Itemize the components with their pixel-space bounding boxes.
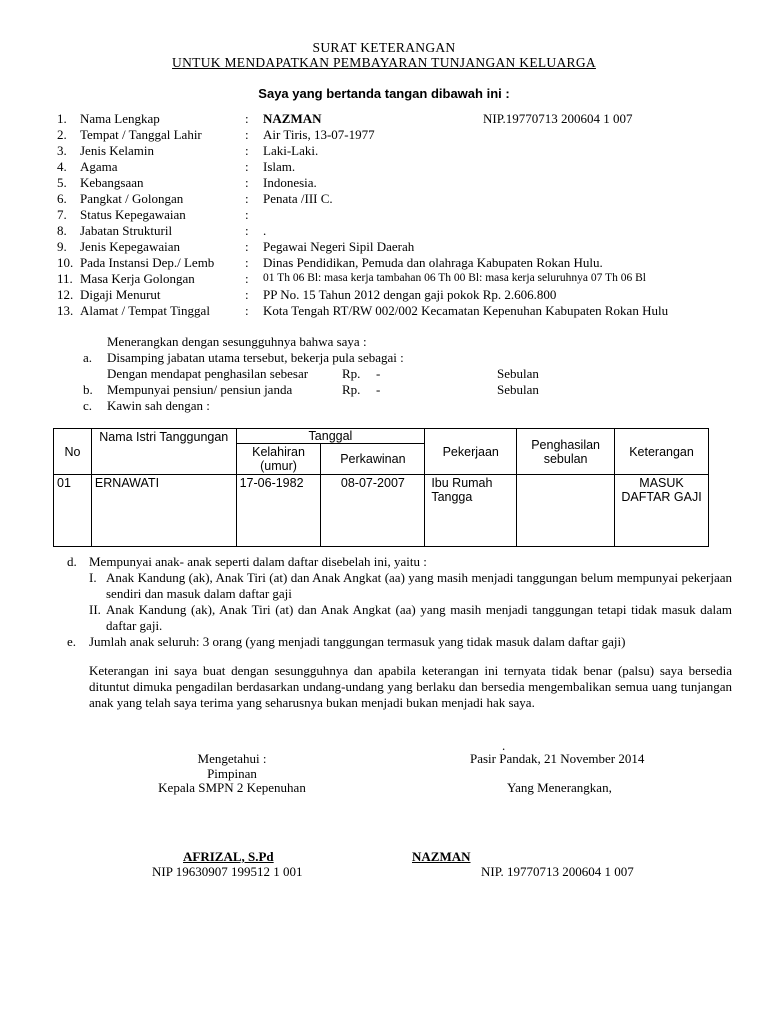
table-row [54, 475, 709, 547]
item-a-amount: - [376, 366, 381, 381]
item-e-text: Jumlah anak seluruh: 3 orang (yang menjadi tanggungan termasuk yang tidak masuk dalam daftar gaji) [89, 634, 626, 649]
field-label: Jenis Kelamin [80, 143, 155, 158]
field-label: Jenis Kepegawaian [80, 239, 180, 254]
item-a-rp: Rp. [342, 366, 361, 381]
field-colon: : [245, 271, 249, 286]
field-row [0, 223, 768, 239]
document-subtitle: UNTUK MENDAPATKAN PEMBAYARAN TUNJANGAN KELUARGA [172, 55, 596, 70]
item-b-text: Mempunyai pensiun/ pensiun janda [107, 382, 293, 397]
header-name: Nama Istri Tanggungan [91, 429, 236, 475]
header-perkawinan: Perkawinan [321, 444, 425, 475]
spouse-table [53, 428, 709, 547]
field-colon: : [245, 111, 249, 126]
field-number: 2. [57, 127, 67, 142]
document-title: SURAT KETERANGAN [312, 40, 456, 55]
field-number: 9. [57, 239, 67, 254]
field-colon: : [245, 303, 249, 318]
field-value: Laki-Laki. [263, 143, 319, 158]
cell-keterangan: MASUK DAFTAR GAJI [615, 475, 709, 547]
field-number: 10. [57, 255, 74, 270]
field-label: Jabatan Strukturil [80, 223, 173, 238]
header-no: No [54, 429, 92, 475]
field-number: 7. [57, 207, 67, 222]
closing-paragraph: Keterangan ini saya buat dengan sesungguhnya dan apabila keterangan ini ternyata tidak benar (palsu) saya bersedia dituntut dimuka pengadilan berdasarkan undang-undang yang berlaku dan bersedia mengembalikan semua uang tunjangan anak yang telah saya terima yang seharusnya bukan menjadi bukan menjadi hak saya. [89, 663, 732, 710]
item-b-marker: b. [83, 382, 93, 397]
field-value: Islam. [263, 159, 296, 174]
field-number: 13. [57, 303, 74, 318]
field-value: Kota Tengah RT/RW 002/002 Kecamatan Kepenuhan Kabupaten Rokan Hulu [263, 303, 669, 318]
header-kelahiran: Kelahiran (umur) [236, 444, 321, 475]
field-number: 11. [57, 271, 73, 286]
field-value: Indonesia. [263, 175, 317, 190]
field-value: Penata /III C. [263, 191, 333, 206]
item-ii-marker: II. [89, 602, 101, 617]
right-signatory-name: NAZMAN [412, 849, 471, 864]
field-row [0, 175, 768, 191]
cell-perkawinan: 08-07-2007 [321, 475, 425, 547]
cell-no: 01 [54, 475, 92, 547]
field-number: 12. [57, 287, 74, 302]
field-label: Pangkat / Golongan [80, 191, 184, 206]
field-value: Air Tiris, 13-07-1977 [263, 127, 375, 142]
field-row [0, 159, 768, 175]
left-acknowledge: Mengetahui : [197, 751, 267, 766]
field-label: Status Kepegawaian [80, 207, 186, 222]
cell-pekerjaan: Ibu Rumah Tangga [425, 475, 517, 547]
field-colon: : [245, 223, 249, 238]
right-declarant: Yang Menerangkan, [507, 780, 612, 795]
left-signatory-name: AFRIZAL, S.Pd [183, 849, 274, 864]
field-label: Kebangsaan [80, 175, 144, 190]
item-a-income-label: Dengan mendapat penghasilan sebesar [107, 366, 309, 381]
left-signatory-nip: NIP 19630907 199512 1 001 [152, 864, 303, 879]
declaration-lead: Menerangkan dengan sesungguhnya bahwa saya : [107, 334, 367, 349]
field-label: Masa Kerja Golongan [80, 271, 195, 286]
item-d-text: Mempunyai anak- anak seperti dalam daftar disebelah ini, yaitu : [89, 554, 427, 569]
field-label: Pada Instansi Dep./ Lemb [80, 255, 215, 270]
field-row [0, 207, 768, 223]
field-number: 3. [57, 143, 67, 158]
item-e-marker: e. [67, 634, 77, 649]
item-c-text: Kawin sah dengan : [107, 398, 210, 413]
right-signatory-nip: NIP. 19770713 200604 1 007 [481, 864, 634, 879]
item-a-period: Sebulan [497, 366, 539, 381]
field-value: NAZMAN [263, 111, 322, 126]
header-tanggal: Tanggal [236, 429, 425, 444]
item-c-marker: c. [83, 398, 93, 413]
field-row [0, 191, 768, 207]
item-i-marker: I. [89, 570, 97, 585]
field-colon: : [245, 207, 249, 222]
field-row [0, 143, 768, 159]
field-value: . [263, 223, 267, 238]
item-a-text: Disamping jabatan utama tersebut, bekerja pula sebagai : [107, 350, 404, 365]
left-title: Kepala SMPN 2 Kepenuhan [158, 780, 306, 795]
header-keterangan: Keterangan [615, 429, 709, 475]
item-b-amount: - [376, 382, 381, 397]
header-penghasilan: Penghasilan sebulan [517, 429, 615, 475]
header-pekerjaan: Pekerjaan [425, 429, 517, 475]
field-colon: : [245, 127, 249, 142]
field-number: 4. [57, 159, 67, 174]
field-colon: : [245, 175, 249, 190]
right-place-date: Pasir Pandak, 21 November 2014 [470, 751, 645, 766]
cell-kelahiran: 17-06-1982 [236, 475, 321, 547]
field-row [0, 255, 768, 271]
signature-dot: . [502, 738, 506, 753]
field-number: 1. [57, 111, 67, 126]
left-position: Pimpinan [207, 766, 257, 781]
field-row [0, 271, 768, 287]
field-colon: : [245, 287, 249, 302]
item-d-marker: d. [67, 554, 77, 569]
field-label: Nama Lengkap [80, 111, 160, 126]
field-colon: : [245, 191, 249, 206]
field-colon: : [245, 239, 249, 254]
item-a-marker: a. [83, 350, 93, 365]
field-row [0, 111, 768, 127]
field-label: Alamat / Tempat Tinggal [80, 303, 210, 318]
intro-statement: Saya yang bertanda tangan dibawah ini : [258, 86, 510, 101]
field-value: Pegawai Negeri Sipil Daerah [263, 239, 415, 254]
field-label: Digaji Menurut [80, 287, 161, 302]
cell-penghasilan [517, 475, 615, 547]
field-label: Tempat / Tanggal Lahir [80, 127, 202, 142]
item-ii-text: Anak Kandung (ak), Anak Tiri (at) dan Anak Angkat (aa) yang masih menjadi tanggungan tetapi tidak masuk dalam daftar gaji. [106, 602, 732, 633]
field-colon: : [245, 255, 249, 270]
field-nip: NIP.19770713 200604 1 007 [483, 111, 633, 126]
field-row [0, 303, 768, 319]
field-colon: : [245, 143, 249, 158]
field-value: Dinas Pendidikan, Pemuda dan olahraga Kabupaten Rokan Hulu. [263, 255, 603, 270]
cell-name: ERNAWATI [91, 475, 236, 547]
item-i-text: Anak Kandung (ak), Anak Tiri (at) dan Anak Angkat (aa) yang masih menjadi tanggungan belum mempunyai pekerjaan sendiri dan masuk dalam daftar gaji [106, 570, 732, 601]
field-colon: : [245, 159, 249, 174]
field-label: Agama [80, 159, 118, 174]
field-number: 5. [57, 175, 67, 190]
item-b-period: Sebulan [497, 382, 539, 397]
item-b-rp: Rp. [342, 382, 361, 397]
field-number: 8. [57, 223, 67, 238]
field-row [0, 239, 768, 255]
field-value: PP No. 15 Tahun 2012 dengan gaji pokok Rp. 2.606.800 [263, 287, 557, 302]
field-value: 01 Th 06 Bl: masa kerja tambahan 06 Th 00 Bl: masa kerja seluruhnya 07 Th 06 Bl [263, 272, 646, 284]
field-row [0, 287, 768, 303]
field-row [0, 127, 768, 143]
field-number: 6. [57, 191, 67, 206]
